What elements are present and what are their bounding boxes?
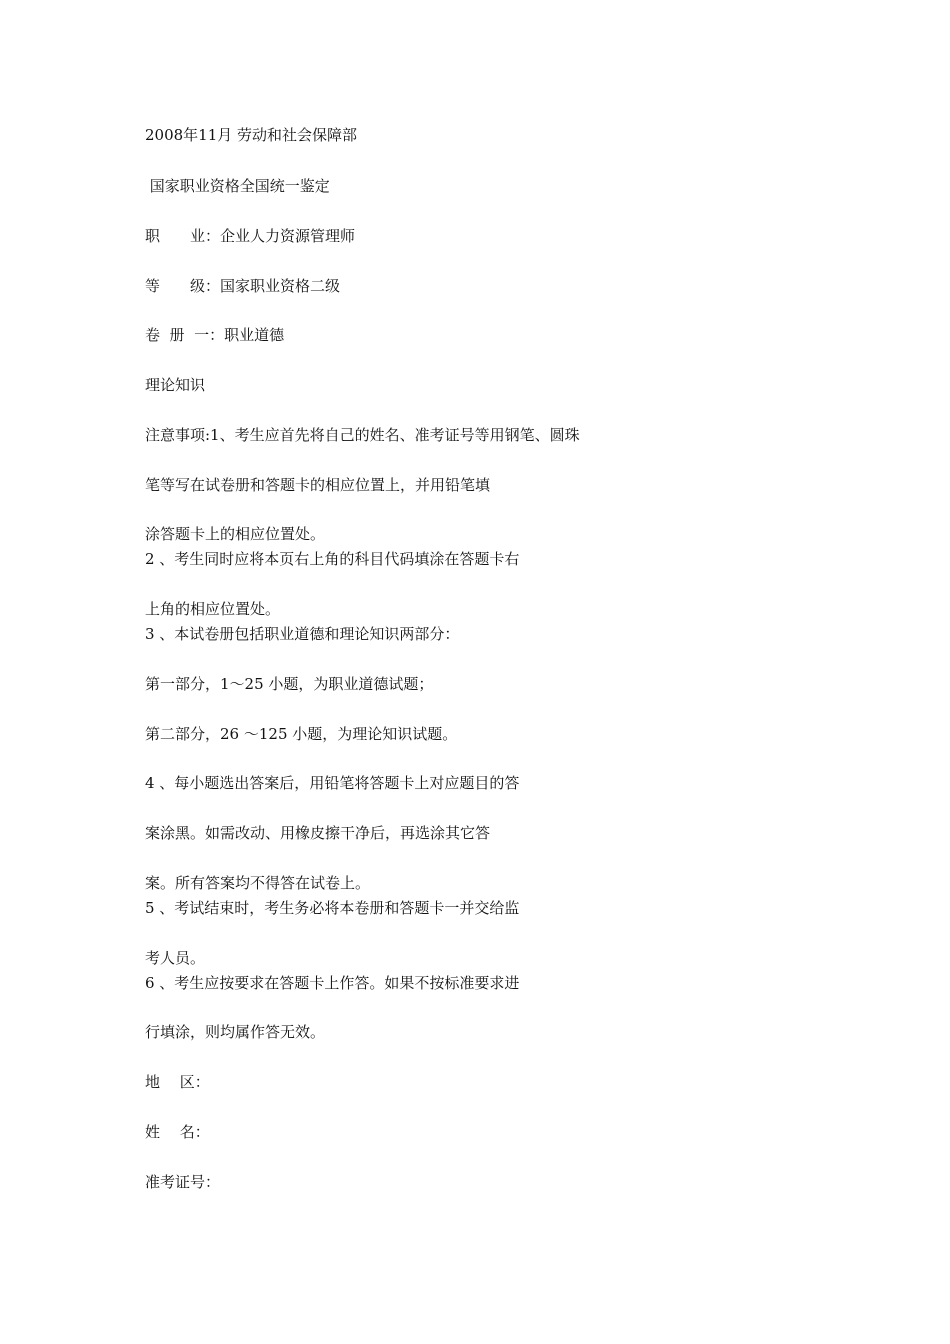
notice-line: 2 、考生同时应将本页右上角的科目代码填涂在答题卡右 — [145, 550, 520, 568]
notice-line: 注意事项:1、考生应首先将自己的姓名、准考证号等用钢笔、圆珠 — [145, 426, 580, 444]
notice-line: 笔等写在试卷册和答题卡的相应位置上，并用铅笔填 — [145, 476, 491, 494]
notice-line: 第二部分，26 ～125 小题，为理论知识试题。 — [145, 725, 458, 743]
notice-line: 第一部分，1～25 小题，为职业道德试题； — [145, 675, 434, 693]
notice-line: 案。所有答案均不得答在试卷上。 — [145, 874, 371, 892]
notice-line: 行填涂，则均属作答无效。 — [145, 1023, 326, 1041]
occupation-line: 职 业：企业人力资源管理师 — [145, 227, 356, 245]
notice-line: 考人员。 — [145, 949, 206, 967]
notice-line: 4 、每小题选出答案后，用铅笔将答题卡上对应题目的答 — [145, 774, 520, 792]
name-field-label: 姓 名： — [145, 1123, 210, 1141]
notice-line: 6 、考生应按要求在答题卡上作答。如果不按标准要求进 — [145, 974, 520, 992]
section-title: 理论知识 — [145, 376, 206, 394]
exam-title: 国家职业资格全国统一鉴定 — [145, 177, 330, 195]
notice-line: 5 、考试结束时，考生务必将本卷册和答题卡一并交给监 — [145, 899, 520, 917]
notice-line: 涂答题卡上的相应位置处。 — [145, 525, 326, 543]
region-field-label: 地 区： — [145, 1073, 210, 1091]
admission-number-label: 准考证号： — [145, 1173, 221, 1191]
notice-line: 上角的相应位置处。 — [145, 600, 281, 618]
notice-line: 3 、本试卷册包括职业道德和理论知识两部分： — [145, 625, 460, 643]
level-line: 等 级：国家职业资格二级 — [145, 277, 341, 295]
volume-line: 卷 册 一：职业道德 — [145, 326, 285, 344]
notice-line: 案涂黑。如需改动、用橡皮擦干净后，再选涂其它答 — [145, 824, 491, 842]
header-date-ministry: 2008年11月 劳动和社会保障部 — [145, 126, 358, 144]
